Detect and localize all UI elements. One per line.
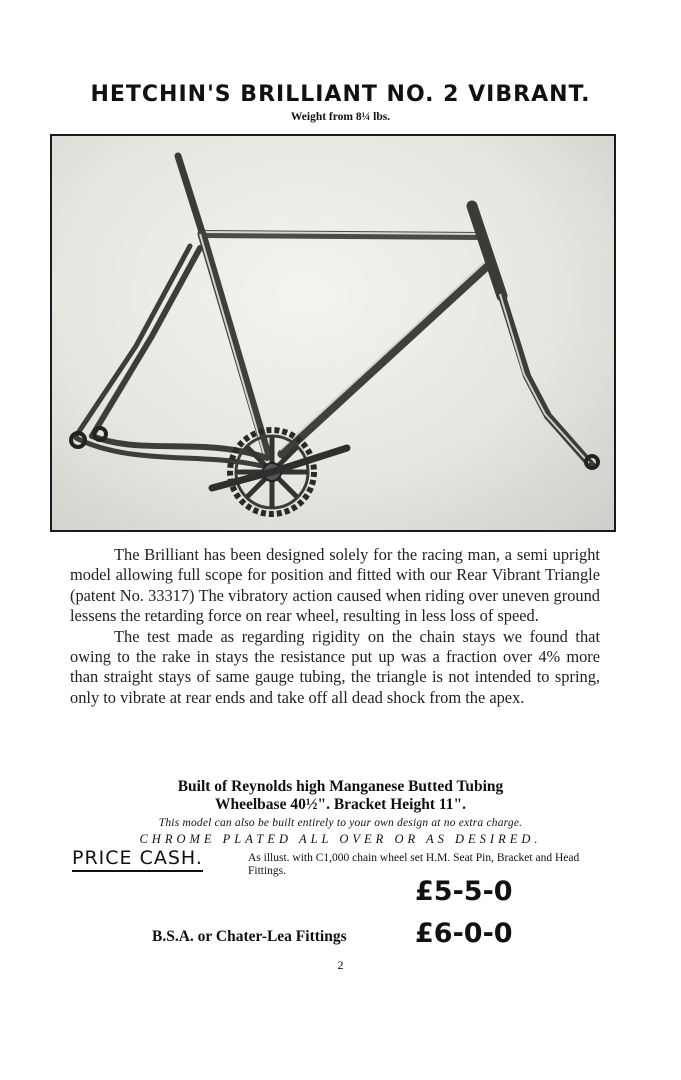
head-tube [472,206,502,296]
dimensions-spec: Wheelbase 40½". Bracket Height 11". [215,796,466,813]
page-title: HETCHIN'S BRILLIANT NO. 2 VIBRANT. [90,82,591,107]
seat-stay [92,248,200,436]
tubing-spec: Built of Reynolds high Manganese Butted Tubing [177,778,504,795]
down-tube [282,264,489,454]
description-paragraph: The Brilliant has been designed solely for the racing man, a semi upright model allowing full scope for position and fitted with our Rear Vibrant Triangle (patent No. 33317) The vibratory action caused when riding over uneven ground lessens the retarding force on rear wheel, resulting in less loss of speed. [70,545,600,626]
standard-price: £5-5-0 [415,876,513,907]
page-number: 2 [337,958,344,972]
bicycle-frame-illustration [52,136,614,530]
description-paragraph: The test made as regarding rigidity on the chain stays we found that owing to the rake in stays the resistance put up was a fraction over 4% more than straight stays of same gauge tubing, the triangle is not intended to spring, only to vibrate at rear ends and take off all dead shock from the apex. [70,626,600,707]
description [70,545,600,708]
seat-post [178,156,202,232]
weight-subtitle: Weight from 8¼ lbs. [290,111,391,123]
chrome-note: CHROME PLATED ALL OVER OR AS DESIRED. [139,832,542,846]
seat-tube [202,234,267,454]
price-cash-label: PRICE CASH. [72,847,203,872]
alt-fittings-price: £6-0-0 [415,918,513,949]
illustration-description: As illust. with C1,000 chain wheel set H.M. Seat Pin, Bracket and Head Fittings. [248,852,580,877]
frame-photo [50,134,616,532]
alt-fittings-label: B.S.A. or Chater-Lea Fittings [152,928,347,945]
front-fork [502,296,592,466]
custom-design-note: This model can also be built entirely to your own design at no extra charge. [158,817,523,829]
